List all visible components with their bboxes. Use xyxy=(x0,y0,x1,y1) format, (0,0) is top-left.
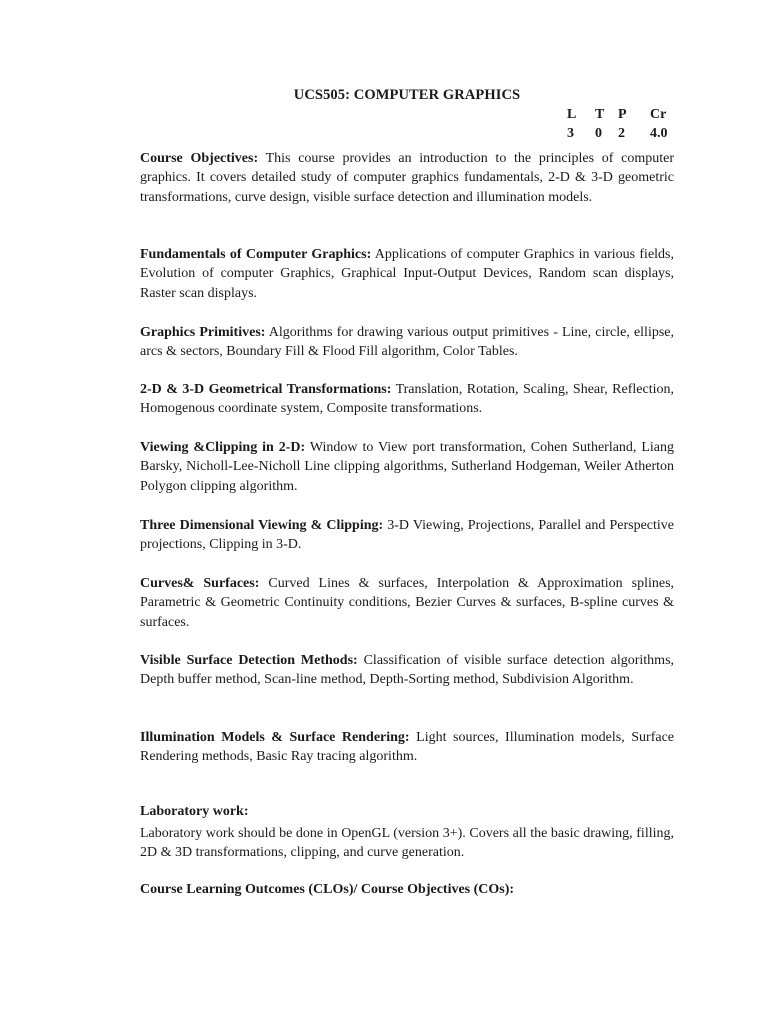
section-text: Translation, Rotation, Scaling, Shear, Reflection, Homogenous coordinate system, Composite transformations. xyxy=(140,382,674,417)
section-text: Applications of computer Graphics in various fields, Evolution of computer Graphics, Graphical Input-Output Devices, Random scan displays, Raster scan displays. xyxy=(140,247,674,301)
section-text: 3-D Viewing, Projections, Parallel and Perspective projections, Clipping in 3-D. xyxy=(140,518,674,553)
section-illumination-models xyxy=(140,728,674,767)
section-fundamentals xyxy=(140,245,674,303)
section-text: Classification of visible surface detection algorithms, Depth buffer method, Scan-line method, Depth-Sorting method, Subdivision Algorithm. xyxy=(140,653,675,688)
section-text: Light sources, Illumination models, Surface Rendering methods, Basic Ray tracing algorithm. xyxy=(140,730,675,765)
section-geometric-transformations xyxy=(140,380,674,419)
page-title: UCS505: COMPUTER GRAPHICS xyxy=(293,87,521,103)
section-heading: Fundamentals of Computer Graphics: xyxy=(140,247,372,262)
credits-value-l: 3 xyxy=(567,126,574,141)
section-heading: Curves& Surfaces: xyxy=(140,576,260,591)
credits-value-cr: 4.0 xyxy=(650,126,668,141)
section-text: Window to View port transformation, Cohen Sutherland, Liang Barsky, Nicholl-Lee-Nicholl Line clipping algorithms, Sutherland Hodgeman, Weiler Atherton Polygon clipping algorithm. xyxy=(140,440,675,494)
section-text: Curved Lines & surfaces, Interpolation & Approximation splines, Parametric & Geometric Continuity conditions, Bezier Curves & surfaces, B-spline curves & surfaces. xyxy=(140,576,675,630)
credits-value-p: 2 xyxy=(618,126,625,141)
lab-heading: Laboratory work: xyxy=(140,804,249,819)
section-heading: Viewing &Clipping in 2-D: xyxy=(140,440,306,455)
section-course-objectives xyxy=(140,149,674,207)
section-3d-viewing-clipping xyxy=(140,516,674,555)
section-heading: Illumination Models & Surface Rendering: xyxy=(140,730,410,745)
section-heading: 2-D & 3-D Geometrical Transformations: xyxy=(140,382,392,397)
credits-value-t: 0 xyxy=(595,126,602,141)
section-heading: Graphics Primitives: xyxy=(140,325,266,340)
section-heading: Three Dimensional Viewing & Clipping: xyxy=(140,518,384,533)
clo-heading: Course Learning Outcomes (CLOs)/ Course Objectives (COs): xyxy=(140,882,515,897)
section-text: Algorithms for drawing various output primitives - Line, circle, ellipse, arcs & sectors, Boundary Fill & Flood Fill algorithm, Color Tables. xyxy=(140,325,674,360)
section-viewing-clipping-2d xyxy=(140,438,674,496)
lab-text: Laboratory work should be done in OpenGL (version 3+). Covers all the basic drawing, filling, 2D & 3D transformations, clipping, and curve generation. xyxy=(140,826,674,861)
section-text: This course provides an introduction to the principles of computer graphics. It covers detailed study of computer graphics fundamentals, 2-D & 3-D geometric transformations, curve design, visible surface detection and illumination models. xyxy=(140,151,674,205)
section-graphics-primitives xyxy=(140,323,674,362)
credits-header-p: P xyxy=(618,107,627,122)
credits-header-l: L xyxy=(567,107,577,122)
section-heading: Course Objectives: xyxy=(140,151,259,166)
section-curves-surfaces xyxy=(140,574,674,632)
credits-header-t: T xyxy=(595,107,605,122)
section-heading: Visible Surface Detection Methods: xyxy=(140,653,358,668)
section-visible-surface-detection xyxy=(140,651,674,690)
credits-header-cr: Cr xyxy=(650,107,667,122)
